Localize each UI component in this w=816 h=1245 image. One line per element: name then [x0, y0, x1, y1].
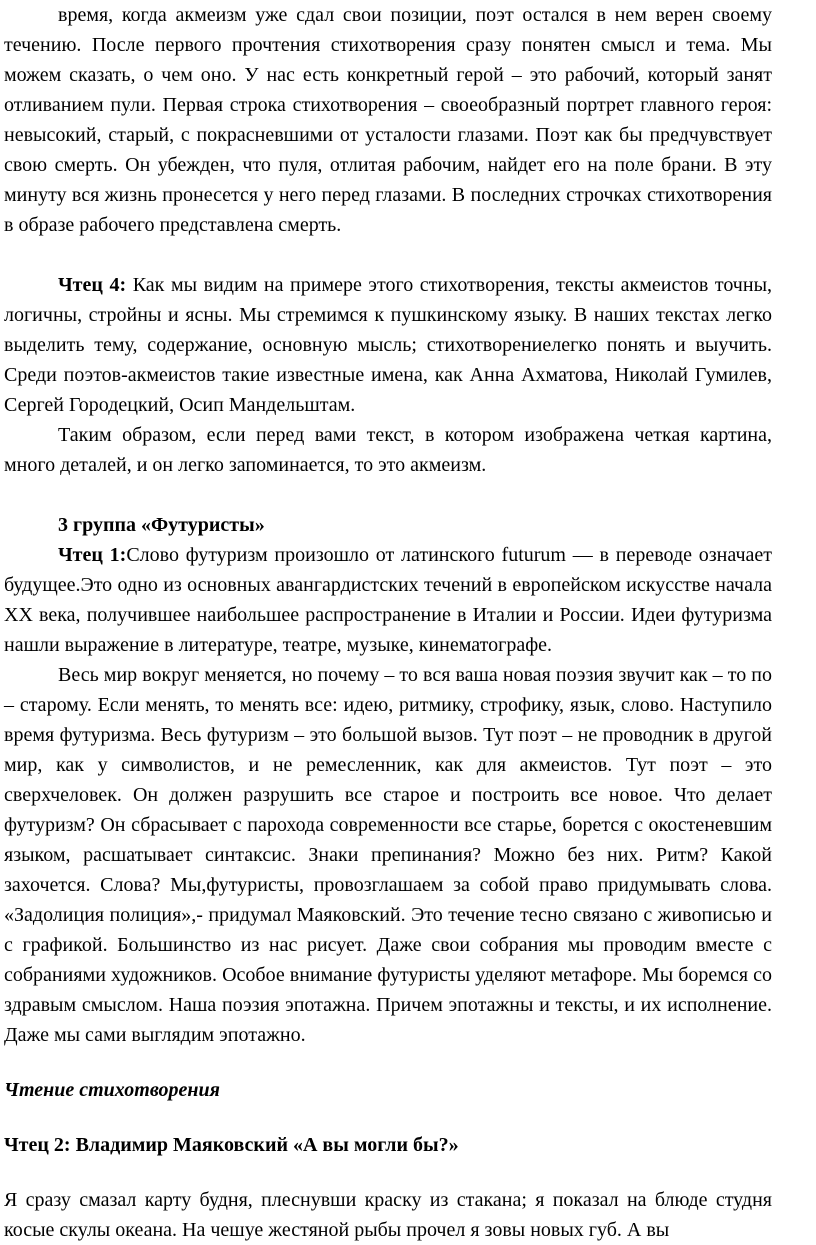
reader-2-title: Чтец 2: Владимир Маяковский «А вы могли бы?»	[4, 1134, 459, 1156]
spacer	[4, 240, 772, 270]
paragraph-acmeism-analysis: время, когда акмеизм уже сдал свои позиции, поэт остался в нем верен своему течению. После первого прочтения стихотворения сразу понятен смысл и тема. Мы можем сказать, о чем оно. У нас есть конкретный герой – это рабочий, который занят отливанием пули. Первая строка стихотворения – своеобразный портрет главного героя: невысокий, старый, с покрасневшими от усталости глазами. Поэт как бы предчувствует свою смерть. Он убежден, что пуля, отлитая рабочим, найдет его на поле брани. В эту минуту вся жизнь пронесется у него перед глазами. В последних строчках стихотворения в образе рабочего представлена смерть.	[4, 4, 772, 236]
reader-4-label: Чтец 4:	[58, 274, 127, 296]
paragraph-futurism-manifesto: Весь мир вокруг меняется, но почему – то вся ваша новая поэзия звучит как – то по – старому. Если менять, то менять все: идею, ритмику, строфику, язык, слово. Наступило время футуризма. Весь футуризм – это большой вызов. Тут поэт – не проводник в другой мир, как у символистов, и не ремесленник, как для акмеистов. Тут поэт – это сверхчеловек. Он должен разрушить все старое и построить все новое. Что делает футуризм? Он сбрасывает с парохода современности все старье, борется с окостеневшим языком, расшатывает синтаксис. Знаки препинания? Можно без них. Ритм? Какой захочется. Слова? Мы,футуристы, провозглашаем за собой право придумывать слова. «Задолиция полиция»,- придумал Маяковский. Это течение тесно связано с живописью и с графикой. Большинство из нас рисует. Даже свои собрания мы проводим вместе с собраниями художников. Особое внимание футуристы уделяют метафоре. Мы боремся со здравым смыслом. Наша поэзия эпотажна. Причем эпотажны и тексты, и их исполнение. Даже мы сами выглядим эпотажно.	[4, 664, 772, 1046]
paragraph-reader-4	[4, 270, 772, 420]
reader-4-text: Как мы видим на примере этого стихотворения, тексты акмеистов точны, логичны, стройны и ясны. Мы стремимся к пушкинскому языку. В наших текстах легко выделить тему, содержание, основную мысль; стихотворениелегко понять и выучить. Среди поэтов-акмеистов такие известные имена, как Анна Ахматова, Николай Гумилев, Сергей Городецкий, Осип Мандельштам.	[4, 274, 773, 416]
reading-title: Чтение стихотворения	[4, 1079, 220, 1101]
spacer	[4, 1160, 772, 1185]
spacer	[4, 1050, 772, 1075]
paragraph-reader-1	[4, 540, 772, 660]
spacer	[4, 480, 772, 510]
poem-text: Я сразу смазал карту будня, плеснувши краску из стакана; я показал на блюде студня косые скулы океана. На чешуе жестяной рыбы прочел я зовы новых губ. А вы	[4, 1189, 772, 1241]
group-heading-futurists: 3 группа «Футуристы»	[58, 514, 265, 536]
reader-1-text: Слово футуризм произошло от латинского futurum — в переводе означает будущее.Это одно из основных авангардистских течений в европейском искусстве начала XX века, получившее наибольшее распространение в Италии и России. Идеи футуризма нашли выражение в литературе, театре, музыке, кинематографе.	[4, 544, 772, 656]
reader-1-label: Чтец 1:	[58, 544, 127, 566]
spacer	[4, 1105, 772, 1130]
paragraph-conclusion-acmeism: Таким образом, если перед вами текст, в котором изображена четкая картина, много деталей, и он легко запоминается, то это акмеизм.	[4, 424, 772, 476]
